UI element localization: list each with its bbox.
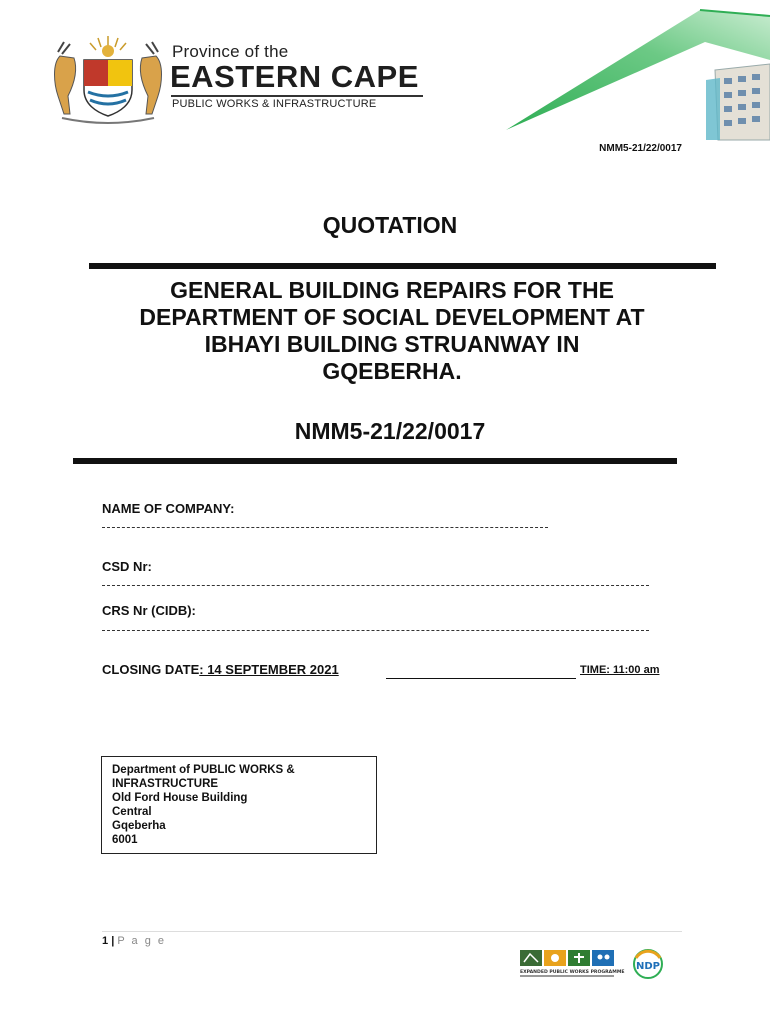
province-line-3: PUBLIC WORKS & INFRASTRUCTURE <box>172 98 377 110</box>
ndp-logo <box>630 948 666 980</box>
province-line-2: EASTERN CAPE <box>170 59 419 94</box>
address-line: Old Ford House Building <box>112 792 248 804</box>
ndp-label: NDP <box>636 961 660 972</box>
province-line-1: Province of the <box>172 42 289 61</box>
crs-number-field[interactable] <box>102 630 649 632</box>
closing-date-label: CLOSING DATE <box>102 662 200 677</box>
project-title-line: IBHAYI BUILDING STRUANWAY IN <box>204 331 580 357</box>
page-number <box>102 935 166 947</box>
project-title-line: DEPARTMENT OF SOCIAL DEVELOPMENT AT <box>139 304 645 330</box>
heavy-divider-top <box>89 263 716 269</box>
document-heading: QUOTATION <box>322 212 458 238</box>
address-line: Gqeberha <box>112 820 166 832</box>
page-word: P a g e <box>117 935 166 947</box>
closing-time: TIME: 11:00 am <box>580 664 660 676</box>
heavy-divider-bottom <box>73 458 677 464</box>
project-title-line: GQEBERHA. <box>322 358 462 384</box>
reference-number-main: NMM5-21/22/0017 <box>294 418 486 444</box>
closing-date-value: : 14 SEPTEMBER 2021 <box>199 662 339 677</box>
footer-divider <box>102 931 682 932</box>
company-name-label: NAME OF COMPANY: <box>102 501 235 516</box>
csd-number-label: CSD Nr: <box>102 559 152 574</box>
reference-number-top: NMM5-21/22/0017 <box>599 143 682 154</box>
address-line: 6001 <box>112 834 138 846</box>
page-separator: | <box>111 935 115 947</box>
province-divider <box>171 95 423 97</box>
closing-date-underline <box>386 678 576 679</box>
company-name-field[interactable] <box>102 527 548 529</box>
project-title <box>95 277 689 385</box>
closing-date <box>102 662 339 677</box>
address-line: Central <box>112 806 152 818</box>
crs-number-label: CRS Nr (CIDB): <box>102 603 196 618</box>
csd-number-field[interactable] <box>102 585 649 587</box>
project-title-line: GENERAL BUILDING REPAIRS FOR THE <box>170 277 614 303</box>
delivery-address-box <box>101 756 377 854</box>
address-line: INFRASTRUCTURE <box>112 778 219 790</box>
address-line: Department of PUBLIC WORKS & <box>112 764 295 776</box>
coat-of-arms-logo <box>44 34 172 126</box>
page-number-value: 1 <box>102 935 109 947</box>
epwp-logo <box>518 948 628 980</box>
epwp-label: EXPANDED PUBLIC WORKS PROGRAMME <box>520 970 625 975</box>
roof-building-graphic <box>500 0 770 145</box>
